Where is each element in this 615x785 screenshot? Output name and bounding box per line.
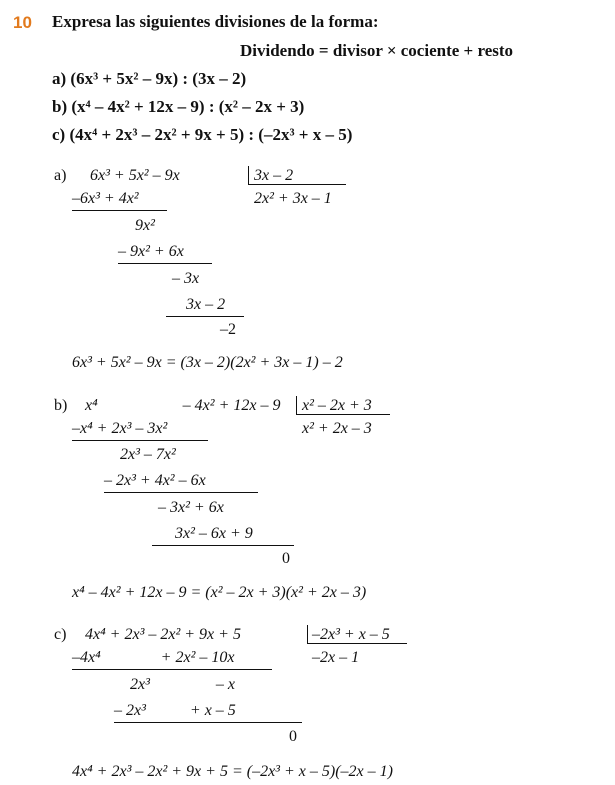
solution-c-step: – 2x³ + x – 5 xyxy=(114,702,236,719)
subtraction-line xyxy=(118,263,212,264)
item-a: a) (6x³ + 5x² – 9x) : (3x – 2) xyxy=(52,69,247,88)
exercise-number: 10 xyxy=(13,13,32,32)
subtraction-line xyxy=(72,440,208,441)
solution-b-label: b) xyxy=(54,397,68,414)
solution-a-step: 3x – 2 xyxy=(186,296,226,313)
solution-c-label: c) xyxy=(54,626,67,643)
exercise-instruction: Expresa las siguientes divisiones de la forma: xyxy=(52,12,379,31)
solution-a-step: –6x³ + 4x² xyxy=(72,190,139,207)
solution-a-dividend: 6x³ + 5x² – 9x xyxy=(90,167,180,184)
solution-b-remainder: 0 xyxy=(282,550,290,567)
solution-b-result: x⁴ – 4x² + 12x – 9 = (x² – 2x + 3)(x² + 2x – 3) xyxy=(72,584,367,601)
division-bracket-line xyxy=(307,643,407,644)
exercise-formula: Dividendo = divisor × cociente + resto xyxy=(240,41,514,60)
division-bracket-line xyxy=(248,184,346,185)
solution-a-quotient: 2x² + 3x – 1 xyxy=(254,190,332,207)
solution-b-quotient: x² + 2x – 3 xyxy=(302,420,372,437)
subtraction-line xyxy=(72,210,167,211)
solution-b-step: – 3x² + 6x xyxy=(158,499,224,516)
item-b: b) (x⁴ – 4x² + 12x – 9) : (x² – 2x + 3) xyxy=(52,97,305,116)
solution-c-dividend: 4x⁴ + 2x³ – 2x² + 9x + 5 xyxy=(85,626,241,643)
division-bracket xyxy=(248,166,249,184)
solution-c-step: –4x⁴ + 2x² – 10x xyxy=(72,649,235,666)
solution-a-divisor: 3x – 2 xyxy=(254,167,294,184)
solution-a-remainder: –2 xyxy=(220,321,236,338)
solution-a-step: – 9x² + 6x xyxy=(118,243,184,260)
solution-c-remainder: 0 xyxy=(289,728,297,745)
solution-a-label: a) xyxy=(54,167,67,184)
solution-a-step: 9x² xyxy=(135,217,155,234)
solution-b-divisor: x² – 2x + 3 xyxy=(302,397,372,414)
solution-c-divisor: –2x³ + x – 5 xyxy=(312,626,390,643)
subtraction-line xyxy=(104,492,258,493)
solution-b-step: 3x² – 6x + 9 xyxy=(175,525,253,542)
division-bracket xyxy=(307,625,308,643)
division-bracket xyxy=(296,396,297,414)
solution-c-step: 2x³ – x xyxy=(130,676,236,693)
solution-a-step: – 3x xyxy=(172,270,200,287)
solution-a-result: 6x³ + 5x² – 9x = (3x – 2)(2x² + 3x – 1) – 2 xyxy=(72,354,343,371)
solution-b-step: –x⁴ + 2x³ – 3x² xyxy=(72,420,168,437)
subtraction-line xyxy=(114,722,302,723)
solution-c-result: 4x⁴ + 2x³ – 2x² + 9x + 5 = (–2x³ + x – 5)(–2x – 1) xyxy=(72,763,393,780)
solution-c-quotient: –2x – 1 xyxy=(312,649,360,666)
solution-b-step: 2x³ – 7x² xyxy=(120,446,176,463)
division-bracket-line xyxy=(296,414,390,415)
subtraction-line xyxy=(72,669,272,670)
solution-b-step: – 2x³ + 4x² – 6x xyxy=(104,472,206,489)
item-c: c) (4x⁴ + 2x³ – 2x² + 9x + 5) : (–2x³ + x – 5) xyxy=(52,125,353,144)
subtraction-line xyxy=(166,316,244,317)
subtraction-line xyxy=(152,545,294,546)
solution-b-dividend: x⁴ – 4x² + 12x – 9 xyxy=(85,397,281,414)
